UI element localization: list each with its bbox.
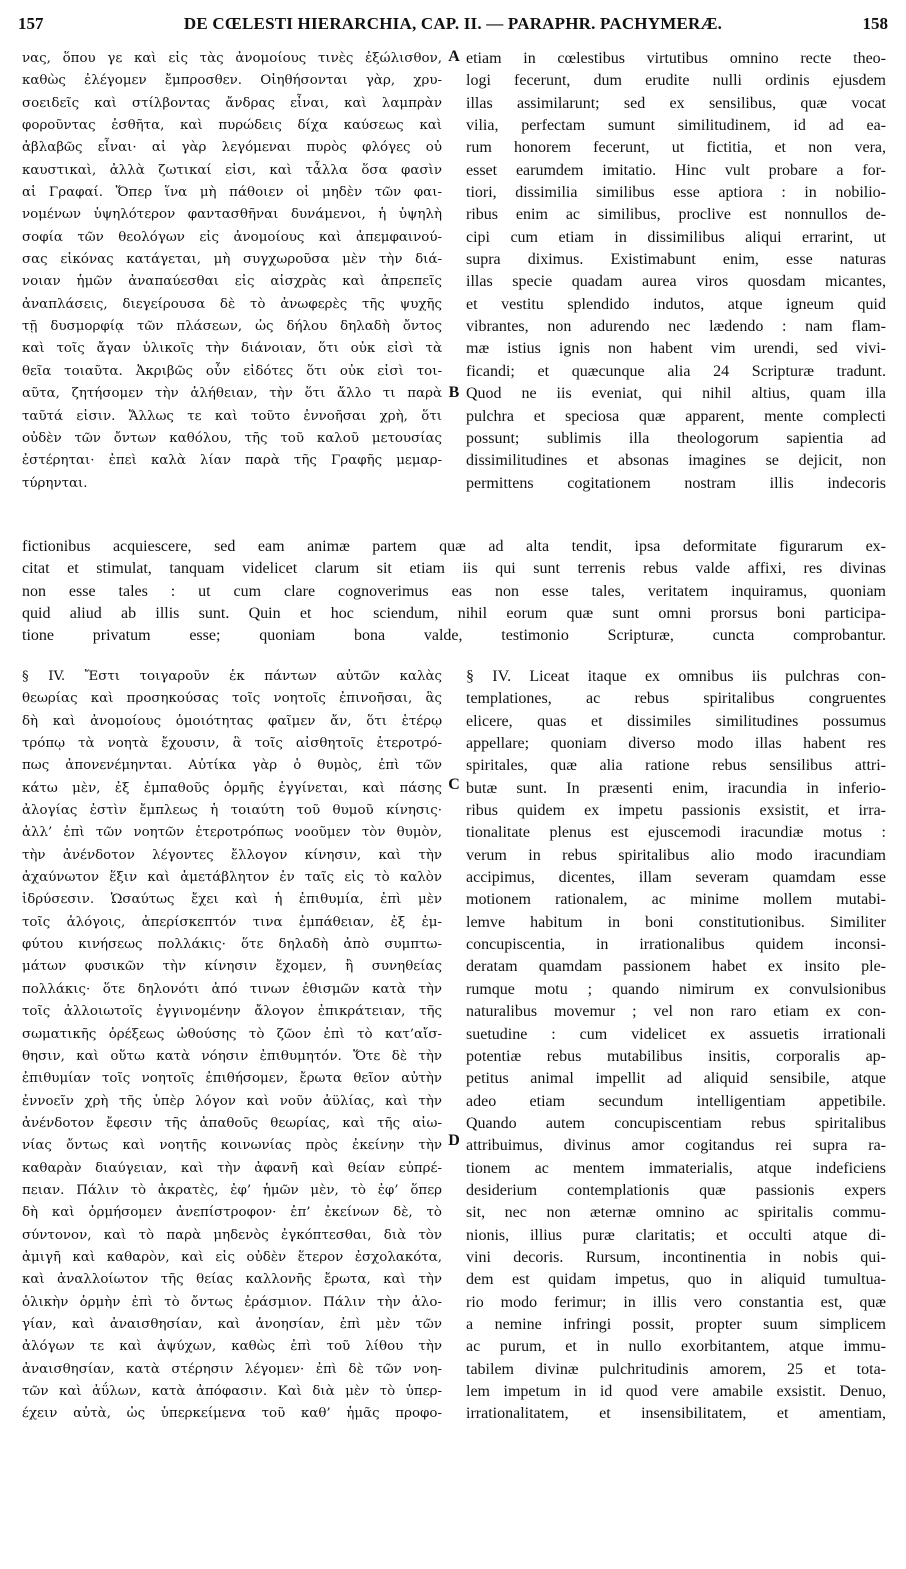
latin-column-section-4 (466, 666, 886, 1426)
text-line: καυστικαὶ, ἀλλὰ ζωτικαί εἰσι, καὶ τἆλλα ὅσα φασὶν (22, 162, 442, 178)
text-line: σοφία τῶν θεολόγων εἰς ἀνομοίους καὶ ἀπεμφαινού- (22, 229, 442, 245)
text-line: permittens cogitationem nostram illis indecoris (466, 474, 886, 492)
text-line: logi fecerunt, dum erudite nulli ordinis ejusdem (466, 72, 886, 90)
text-line: δὴ καὶ ἀνομοίους ὁμοιότητας φαῖμεν ἄν, ὅτι ἑτέρῳ (22, 713, 442, 729)
text-line: § IV. Ἔστι τοιγαροῦν ἐκ πάντων αὐτῶν καλὰς (22, 669, 442, 684)
text-line: ἀβλαβῶς εἶναι· αἱ γὰρ λεγόμεναι πυρὸς φλόγες οὐ (22, 140, 442, 156)
text-line: τοῖς ἀλόγοις, ἀπερίσκεπτόν τινα ἐμπάθειαν, ἐξ ἐμ- (22, 914, 442, 930)
page-number-left: 157 (18, 14, 44, 33)
text-line: mæ istius ignis non habent vim urendi, sed vivi- (466, 340, 886, 358)
text-line: potentiæ rebus mutabilibus insitis, corporalis ap- (466, 1047, 886, 1065)
text-line: καθὼς ἐλέγομεν ἔμπροσθεν. Οἰηθήσονται γὰρ, χρυ- (22, 73, 442, 89)
text-line: νοιαν ἡμῶν ἀναπαύεσθαι εἰς αἰσχρὰς καὶ ἀπρεπεῖς (22, 274, 442, 290)
text-line: rio modo ferimur; in illis vero constantia est, quæ (466, 1293, 886, 1311)
text-line: σας εἰκόνας κατάγεται, μὴ συγχωροῦσα μὲν τὴν διά- (22, 252, 442, 268)
latin-full-width-paragraph (22, 536, 886, 648)
text-line: etiam in cœlestibus virtutibus omnino recte theo- (466, 50, 886, 67)
text-line: ac purum, et in nullo exorbitantem, atque immu- (466, 1338, 886, 1356)
text-line: ἱδρύσεσιν. Ὡσαύτως ἔχει καὶ ἡ ἐπιθυμία, ἐπὶ μὲν (22, 892, 442, 908)
text-line: ἀνένδοτον ἔφεσιν τῆς ἀπαθοῦς θεωρίας, καὶ τῆς αἰω- (22, 1115, 442, 1131)
text-line: καὶ ἀναλλοίωτον τῆς θείας καλλονῆς ἔρωτα, καὶ τὴν (22, 1272, 442, 1288)
running-title: DE CŒLESTI HIERARCHIA, CAP. II. — PARAPHR. PACHYMERÆ. (183, 14, 723, 33)
text-line: οὐδὲν τῶν ὄντων καθόλου, τῆς τοῦ καλοῦ μετουσίας (22, 430, 442, 446)
text-line: σωματικῆς ὀρέξεως ὠθούσης τὸ ζῶον ἐπὶ τὸ κατ’αἴσ- (22, 1026, 442, 1042)
text-line: possunt; sublimis illa theologorum sapientia ad (466, 429, 886, 447)
text-line: vibrantes, non adurendo nec lædendo : nam flam- (466, 318, 886, 336)
text-line: ἀναισθησίαν, κατὰ στέρησιν λέγομεν· ἐπὶ δὲ τῶν νοη- (22, 1361, 442, 1377)
text-line: φοροῦντας ἐσθῆτα, καὶ πυρώδεις δίχα καύσεως καὶ (22, 118, 442, 134)
text-line: πολλάκις· ὅτε δηλονότι ἀπό τινων ἐθισμῶν κατὰ τὴν (22, 981, 442, 997)
text-line: tionem ac mentem immaterialis, atque indeficiens (466, 1159, 886, 1177)
text-line: πως ἀπονενέμηνται. Αὐτίκα γὰρ ὁ θυμὸς, ἐπὶ τῶν (22, 758, 442, 774)
text-line: νας, ὅπου γε καὶ εἰς τὰς ἀνομοίους τινὲς ἐξώλισθον, (22, 51, 442, 66)
text-line: σοειδεῖς καὶ στίλβοντας ἄνδρας εἶναι, καὶ λαμπρὰν (22, 95, 442, 111)
text-line: νομένων ὑψηλότερον φαντασθῆναι δυνάμενοι, ἡ ὑψηλὴ (22, 207, 442, 223)
text-line: φύτου κινήσεως πολλάκις· ὅτε δηλαδὴ ἀπὸ συμπτω- (22, 937, 442, 953)
text-line: deratam quamdam passionem habet ex insito ple- (466, 958, 886, 976)
text-line: δὴ καὶ ὁρμήσομεν ἀνεπίστροφον· ἐπ’ ἐκείνων δὲ, τὸ (22, 1205, 442, 1221)
text-line: ἀχαύνωτον ἕξιν καὶ ἀμετάβλητον ἐν ταῖς εἰς τὸ καλὸν (22, 870, 442, 886)
text-line: desiderium contemplationis quæ passionis expers (466, 1181, 886, 1199)
text-line: ribus enim ac similibus, proclive est nonnullos de- (466, 206, 886, 224)
text-line: ὁλικὴν ὁρμὴν ἐπὶ τὸ ὄντως ἐράσμιον. Πάλιν τὴν ἀλο- (22, 1294, 442, 1310)
text-line: πειαν. Πάλιν τὸ ἀκρατὲς, ἐφ’ ἡμῶν μὲν, τὸ ἐφ’ ὅπερ (22, 1182, 442, 1198)
text-line: vini decoris. Rursum, incontinentia in nobis qui- (466, 1248, 886, 1266)
text-line: μάτων φυσικῶν τὴν κίνησιν ἔχομεν, ἢ συνηθείας (22, 959, 442, 975)
text-line: illas assimilarunt; sed ex sensilibus, quæ vocat (466, 94, 886, 112)
margin-marker-b: B (448, 384, 460, 401)
text-line: tiori, dissimilia similibus esse aptiora : in nobilio- (466, 184, 886, 202)
text-line: motionem rationalem, ac minime mollem mutabi- (466, 891, 886, 909)
text-line: τοῖς ἀλλοιωτοῖς ἐγγινομένην ἄλογον ἐπικράτειαν, τῆς (22, 1004, 442, 1020)
text-line: tionalitate plenus est ejuscemodi iracundiæ motus : (466, 824, 886, 842)
text-line: adeo etiam secundum intelligentiam appetibile. (466, 1092, 886, 1110)
text-line: et vestitu splendido indutos, atque igneum quid (466, 295, 886, 313)
text-line: illas specie quadam aurea viros quosdam micantes, (466, 273, 886, 291)
margin-marker-a: A (448, 48, 460, 65)
greek-column-section-1 (22, 48, 442, 495)
text-line: Quod ne iis eveniat, qui nihil altius, quam illa (466, 385, 886, 403)
text-line: θεῖα τοιαῦτα. Ἀκριβῶς οὖν εἰδότες ὅτι οὐκ εἰσὶ τοι- (22, 363, 442, 379)
text-line: rum honorem fecerunt, ut fictitia, et non vera, (466, 139, 886, 157)
text-line: lemve habitum in boni constitutionibus. Similiter (466, 913, 886, 931)
text-line: fictionibus acquiescere, sed eam animæ partem quæ ad alta tendit, ipsa deformitate figurarum ex- (22, 538, 886, 555)
text-line: lem impetum in id quod vere amabile exsistit. Denuo, (466, 1383, 886, 1400)
text-line: suetudine : cum videlicet ex assuetis irrationali (466, 1025, 886, 1043)
margin-marker-c: C (448, 776, 460, 793)
text-line: γίαν, καὶ ἀναισθησίαν, καὶ ἀνοησίαν, ἐπὶ μὲν τῶν (22, 1316, 442, 1332)
text-line: spiritales, quæ alia ratione rebus sensilibus attri- (466, 757, 886, 775)
text-line: dissimilitudines et absonas imagines se dejicit, non (466, 452, 886, 470)
text-line: butæ sunt. In præsenti enim, iracundia in inferio- (466, 779, 886, 797)
text-line: ribus quidem ex impetu passionis exsistit, et irra- (466, 802, 886, 820)
text-line: ταῦτά εἰσιν. Ἄλλως τε καὶ τοῦτο ἐννοῆσαι χρὴ, ὅτι (22, 408, 442, 424)
text-line: citat et stimulat, tanquam videlicet clarum sit etiam iis qui sunt terrenis rebus valde affixi, res divinas (22, 560, 886, 578)
text-line: verum in rebus spiritalibus alio modo iracundiam (466, 846, 886, 864)
text-line: concupiscentia, in irrationalibus quidem inconsi- (466, 936, 886, 954)
text-line: petitus animal impellit ad aliquid sensibile, atque (466, 1070, 886, 1088)
text-line: τῶν καὶ ἀΰλων, κατὰ ἀπόφασιν. Καὶ διὰ μὲν τὸ ὑπερ- (22, 1384, 442, 1399)
text-line: τύρηνται. (22, 475, 88, 491)
text-line: θησιν, καὶ οὕτω κατὰ νόησιν ἐπιθυμητόν. Ὅτε δὲ τὴν (22, 1048, 442, 1064)
text-line: dem est quidam impetus, quo in aliquid tumultua- (466, 1271, 886, 1289)
text-line: νίας ὄντως καὶ νοητῆς κοινωνίας πρὸς ἐκείνην τὴν (22, 1138, 442, 1154)
text-line: ἐστέρηται· ἐπεὶ καλὰ λίαν παρὰ τῆς Γραφῆς μεμαρ- (22, 453, 442, 469)
text-line: καθαρὰν διαύγειαν, καὶ τὴν ἀφανῆ καὶ θείαν εὐπρέ- (22, 1160, 442, 1176)
page-number-right: 158 (862, 14, 888, 33)
text-line: esset earumdem imitatio. Hinc vult probare a for- (466, 161, 886, 179)
margin-marker-d: D (448, 1132, 460, 1149)
text-line: σύντονον, καὶ τὸ παρὰ μηδενὸς ἐγκόπτεσθαι, διὰ τὸν (22, 1227, 442, 1243)
text-line: a nemine infringi possit, propter suum simplicem (466, 1315, 886, 1333)
text-line: § IV. Liceat itaque ex omnibus iis pulchras con- (466, 668, 886, 685)
text-line: quid aliud ab illis sunt. Quin et hoc sciendum, nihil eorum quæ sunt omni prorsus boni participa- (22, 605, 886, 623)
text-line: έχειν αὐτὰ, ὡς ὑπερκείμενα τοῦ καθ’ ἡμᾶς προφο- (22, 1406, 442, 1422)
text-line: sit, nec non æternæ omnino ac spiritalis commu- (466, 1204, 886, 1222)
text-line: tabilem divinæ pulchritudinis amorem, 25 et tota- (466, 1360, 886, 1378)
text-line: rumque motu ; quando nimirum ex convulsionibus (466, 980, 886, 998)
text-line: non esse tales : ut cum clare cognoverimus eas non esse tales, veritatem inquiramus, quoniam (22, 582, 886, 600)
text-line: cipi cum etiam in dissimilibus aliqui errarint, ut (466, 228, 886, 246)
text-line: θεωρίας καὶ προσηκούσας τοῖς νοητοῖς ἐπινοῆσαι, ἃς (22, 691, 442, 707)
text-line: Quando autem concupiscentiam rebus spiritalibus (466, 1114, 886, 1132)
text-line: καὶ τοῖς ἄγαν ὑλικοῖς τὴν διάνοιαν, ὅτι οὐκ εἰσὶ τὰ (22, 341, 442, 357)
text-line: τὴν ἀνένδοτον λέγοντες ἔλλογον κίνησιν, καὶ τὴν (22, 847, 442, 863)
text-line: αἱ Γραφαί. Ὅπερ ἵνα μὴ πάθοιεν οἱ μηδὲν τῶν φαι- (22, 185, 442, 201)
text-line: nionis, illius puræ claritatis; et occulti atque di- (466, 1226, 886, 1244)
text-line: elicere, quas et dissimiles similitudines possumus (466, 712, 886, 730)
text-line: τῇ δυσμορφίᾳ τῶν πλάσεων, ὡς δήλου δηλαδὴ ὄντος (22, 319, 442, 335)
greek-column-section-4 (22, 666, 442, 1426)
text-line: ἀλόγων τε καὶ ἀψύχων, καθὼς ἐπὶ τοῦ λίθου τὴν (22, 1339, 442, 1355)
text-line: ἀμιγῆ καὶ καθαρὸν, καὶ εἰς οὐδὲν ἕτερον ἐσχολακότα, (22, 1249, 442, 1265)
text-line: pulchra et speciosa quæ apparent, mente complecti (466, 407, 886, 425)
text-line: ἀλλ’ ἐπὶ τῶν νοητῶν ἑτεροτρόπως νοοῦμεν τὸν θυμὸν, (22, 825, 442, 841)
text-line: irrationalitatem, et insensibilitatem, et amentiam, (466, 1405, 886, 1423)
running-header (18, 14, 888, 44)
text-line: ἀλογίας ἐστὶν ἔμπλεως ἡ τοιαύτη τοῦ θυμοῦ κίνησις· (22, 803, 442, 819)
text-line: ficandi; et quæcunque alia 24 Scripturæ tradunt. (466, 362, 886, 380)
latin-column-section-1 (466, 48, 886, 495)
text-line: naturalibus movemur ; vel non raro etiam ex con- (466, 1003, 886, 1021)
text-line: appellare; quoniam diverso modo illas habent res (466, 735, 886, 753)
text-line: supra diximus. Existimabunt enim, esse naturas (466, 251, 886, 269)
text-line: τρόπῳ τὰ νοητὰ ἔχουσιν, ἃ τοῖς αἰσθητοῖς ἑτεροτρό- (22, 736, 442, 752)
text-line: αῦτα, ζητήσομεν τὴν ἀλήθειαν, τὴν ὅτι ἄλλο τι παρὰ (22, 386, 442, 402)
text-line: attribuimus, divinus amor cogitandus rei supra ra- (466, 1137, 886, 1155)
text-line: ἐννοεῖν χρὴ τῆς ὑπὲρ λόγον καὶ νοῦν ἀϋλίας, καὶ τὴν (22, 1093, 442, 1109)
text-line: ἐπιθυμίαν τοῖς νοητοῖς ἐπιθήσομεν, ἔρωτα θεῖον αὐτὴν (22, 1071, 442, 1087)
text-line: κάτω μὲν, ἐξ ἐμπαθοῦς ὁρμῆς ἐγγίνεται, καὶ πάσης (22, 780, 442, 796)
text-line: templationes, ac rebus spiritalibus congruentes (466, 690, 886, 708)
text-line: vilia, perfectam sumunt similitudinem, id ad ea- (466, 117, 886, 135)
text-line: tione privatum esse; quoniam bona valde, testimonio Scripturæ, cuncta comprobantur. (22, 627, 886, 645)
text-line: ἀναπλάσεις, διεγείρουσα δὲ τὸ ἀνωφερὲς τῆς ψυχῆς (22, 296, 442, 312)
text-line: accipimus, dicentes, illam severam quamdam esse (466, 869, 886, 887)
